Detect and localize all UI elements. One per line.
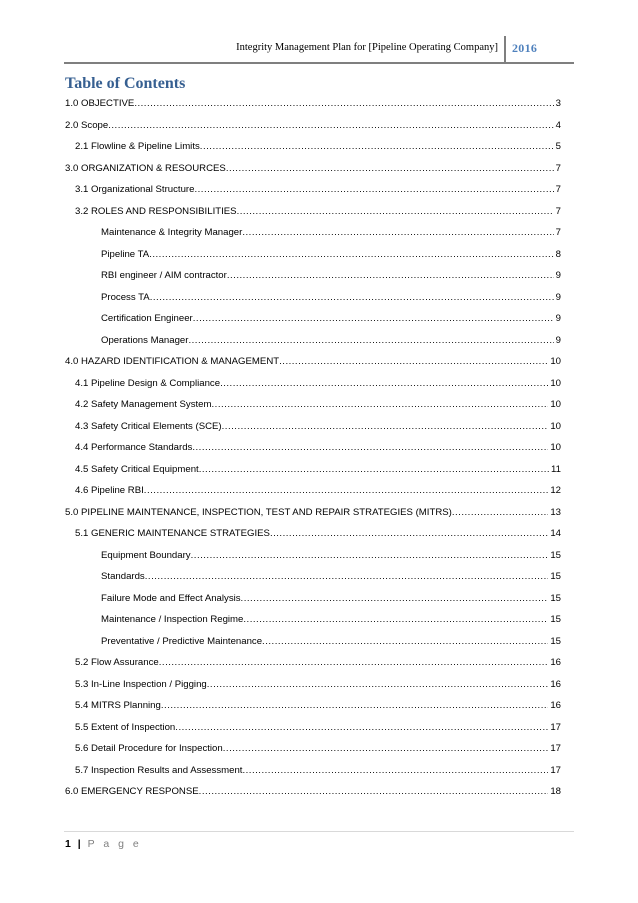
toc-entry[interactable] <box>65 139 561 161</box>
toc-entry[interactable] <box>65 591 561 613</box>
toc-dot-leader <box>194 183 553 197</box>
toc-entry-title: 5.0 PIPELINE MAINTENANCE, INSPECTION, TEST AND REPAIR STRATEGIES (MITRS) <box>65 506 452 518</box>
toc-entry-title: Equipment Boundary <box>101 549 191 561</box>
toc-entry[interactable] <box>65 96 561 118</box>
toc-entry-title: 1.0 OBJECTIVE <box>65 98 135 109</box>
toc-entry[interactable] <box>65 763 561 785</box>
toc-entry[interactable] <box>65 634 561 656</box>
toc-dot-leader <box>159 656 549 670</box>
toc-entry-title: Preventative / Predictive Maintenance <box>101 635 263 647</box>
toc-entry-page: 17 <box>550 743 561 754</box>
toc-dot-leader <box>144 484 549 498</box>
toc-dot-leader <box>199 785 549 799</box>
toc-entry-title: 5.1 GENERIC MAINTENANCE STRATEGIES <box>75 528 270 539</box>
toc-dot-leader <box>227 269 554 283</box>
toc-entry[interactable] <box>65 118 561 140</box>
toc-entry-page: 7 <box>555 227 561 238</box>
toc-entry-page: 10 <box>550 377 561 389</box>
header-title: Integrity Management Plan for [Pipeline Operating Company] <box>236 42 498 53</box>
toc-entry-page: 11 <box>551 463 561 475</box>
toc-entry[interactable] <box>65 247 561 269</box>
toc-title: Table of Contents <box>65 75 186 92</box>
toc-entry-page: 9 <box>555 313 561 324</box>
toc-dot-leader <box>242 226 553 240</box>
toc-entry[interactable] <box>65 440 561 462</box>
toc-entry-title: 4.3 Safety Critical Elements (SCE) <box>75 420 222 432</box>
toc-entry[interactable] <box>65 784 561 806</box>
toc-entry-page: 5 <box>555 141 561 152</box>
toc-entry-title: 4.4 Performance Standards <box>75 442 193 453</box>
toc-dot-leader <box>212 398 549 412</box>
toc-entry-title: 3.0 ORGANIZATION & RESOURCES <box>65 162 226 174</box>
toc-entry-title: Operations Manager <box>101 334 189 346</box>
footer-rule <box>64 831 574 832</box>
toc-entry-page: 15 <box>550 614 561 625</box>
header-separator <box>504 36 506 62</box>
toc-dot-leader <box>222 420 549 434</box>
page-footer <box>65 838 142 850</box>
toc-entry[interactable] <box>65 419 561 441</box>
toc-entry-page: 12 <box>550 485 561 496</box>
toc-entry[interactable] <box>65 741 561 763</box>
toc-entry-title: 4.2 Safety Management System <box>75 399 212 410</box>
toc-entry-title: 4.0 HAZARD IDENTIFICATION & MANAGEMENT <box>65 356 280 367</box>
toc-entry[interactable] <box>65 462 561 484</box>
footer-page-label: P a g e <box>87 838 142 850</box>
toc-entry-title: 4.6 Pipeline RBI <box>75 485 144 496</box>
toc-entry[interactable] <box>65 505 561 527</box>
toc-entry[interactable] <box>65 612 561 634</box>
toc-dot-leader <box>145 570 549 584</box>
toc-dot-leader <box>243 613 548 627</box>
toc-entry-title: 5.2 Flow Assurance <box>75 657 159 668</box>
toc-entry-title: 5.6 Detail Procedure for Inspection <box>75 743 223 754</box>
toc-entry-page: 10 <box>550 442 561 453</box>
toc-entry-page: 4 <box>555 119 561 131</box>
header-year: 2016 <box>512 41 538 55</box>
footer-page-number: 1 <box>65 838 71 850</box>
toc-entry-title: 2.1 Flowline & Pipeline Limits <box>75 141 200 152</box>
toc-entry-title: 4.1 Pipeline Design & Compliance <box>75 377 221 389</box>
toc-entry-page: 15 <box>550 549 561 561</box>
toc-entry-title: 3.1 Organizational Structure <box>75 184 195 195</box>
toc-dot-leader <box>270 527 548 541</box>
toc-entry-title: 2.0 Scope <box>65 119 109 131</box>
toc-dot-leader <box>193 312 554 326</box>
toc-entry[interactable] <box>65 548 561 570</box>
toc-dot-leader <box>220 377 548 391</box>
toc-entry-title: 5.7 Inspection Results and Assessment <box>75 764 243 776</box>
toc-entry-page: 15 <box>550 592 561 604</box>
toc-entry-title: 5.3 In-Line Inspection / Pigging <box>75 678 207 690</box>
toc-entry-page: 10 <box>550 356 561 367</box>
toc-entry-page: 14 <box>550 528 561 539</box>
toc-entry-title: Certification Engineer <box>101 313 193 324</box>
toc-dot-leader <box>175 721 548 735</box>
toc-entry-page: 13 <box>550 506 561 518</box>
page-header <box>0 36 638 62</box>
toc-entry-page: 18 <box>550 786 561 797</box>
toc-entry-page: 15 <box>550 571 561 582</box>
toc-entry[interactable] <box>65 225 561 247</box>
toc-entry-page: 7 <box>555 162 561 174</box>
toc-entry-page: 16 <box>550 678 561 690</box>
toc-entry-page: 16 <box>550 657 561 668</box>
toc-entry[interactable] <box>65 204 561 226</box>
header-rule <box>64 62 574 64</box>
toc-entry-page: 9 <box>555 334 561 346</box>
toc-entry-page: 7 <box>555 184 561 195</box>
toc-entry[interactable] <box>65 677 561 699</box>
toc-entry-page: 7 <box>555 205 561 217</box>
toc-dot-leader <box>242 764 548 778</box>
toc-entry[interactable] <box>65 526 561 548</box>
toc-entry-page: 15 <box>550 635 561 647</box>
toc-dot-leader <box>200 140 554 154</box>
toc-entry-title: Process TA <box>101 291 150 303</box>
toc-entry-title: 5.4 MITRS Planning <box>75 700 161 711</box>
toc-entry-page: 17 <box>550 764 561 776</box>
toc-dot-leader <box>241 592 549 606</box>
footer-separator: | <box>77 838 81 850</box>
toc-entry[interactable] <box>65 698 561 720</box>
toc-entry[interactable] <box>65 182 561 204</box>
toc-entry-page: 8 <box>555 248 561 260</box>
toc-dot-leader <box>199 463 549 477</box>
toc-entry-page: 9 <box>555 291 561 303</box>
toc-entry-page: 9 <box>555 270 561 281</box>
toc-dot-leader <box>108 119 553 133</box>
toc-dot-leader <box>188 334 553 348</box>
toc-entry-title: 4.5 Safety Critical Equipment <box>75 463 199 475</box>
toc-dot-leader <box>452 506 548 520</box>
toc-dot-leader <box>191 549 549 563</box>
toc-entry-title: 6.0 EMERGENCY RESPONSE <box>65 786 199 797</box>
toc-entry[interactable] <box>65 311 561 333</box>
toc-dot-leader <box>223 742 549 756</box>
table-of-contents <box>65 96 561 806</box>
toc-dot-leader <box>134 97 553 111</box>
toc-entry[interactable] <box>65 397 561 419</box>
toc-entry-title: Maintenance & Integrity Manager <box>101 227 243 238</box>
toc-entry[interactable] <box>65 483 561 505</box>
toc-entry-page: 17 <box>550 721 561 733</box>
toc-entry[interactable] <box>65 376 561 398</box>
toc-entry[interactable] <box>65 354 561 376</box>
toc-entry-page: 16 <box>550 700 561 711</box>
toc-dot-leader <box>279 355 548 369</box>
toc-entry[interactable] <box>65 161 561 183</box>
toc-entry-title: Failure Mode and Effect Analysis <box>101 592 241 604</box>
toc-dot-leader <box>237 205 554 219</box>
toc-entry-page: 10 <box>550 420 561 432</box>
toc-entry-title: Standards <box>101 571 145 582</box>
toc-entry-title: RBI engineer / AIM contractor <box>101 270 227 281</box>
toc-entry[interactable] <box>65 290 561 312</box>
toc-entry[interactable] <box>65 268 561 290</box>
toc-dot-leader <box>226 162 554 176</box>
toc-entry-title: 5.5 Extent of Inspection <box>75 721 176 733</box>
toc-entry-title: Pipeline TA <box>101 248 150 260</box>
toc-entry-title: 3.2 ROLES AND RESPONSIBILITIES <box>75 205 237 217</box>
toc-entry-page: 10 <box>550 399 561 410</box>
toc-dot-leader <box>262 635 548 649</box>
toc-entry[interactable] <box>65 655 561 677</box>
toc-dot-leader <box>207 678 549 692</box>
toc-dot-leader <box>192 441 548 455</box>
toc-entry[interactable] <box>65 720 561 742</box>
toc-entry[interactable] <box>65 333 561 355</box>
toc-dot-leader <box>150 291 554 305</box>
toc-dot-leader <box>161 699 548 713</box>
toc-entry[interactable] <box>65 569 561 591</box>
toc-entry-page: 3 <box>555 98 561 109</box>
toc-dot-leader <box>149 248 553 262</box>
toc-entry-title: Maintenance / Inspection Regime <box>101 614 244 625</box>
